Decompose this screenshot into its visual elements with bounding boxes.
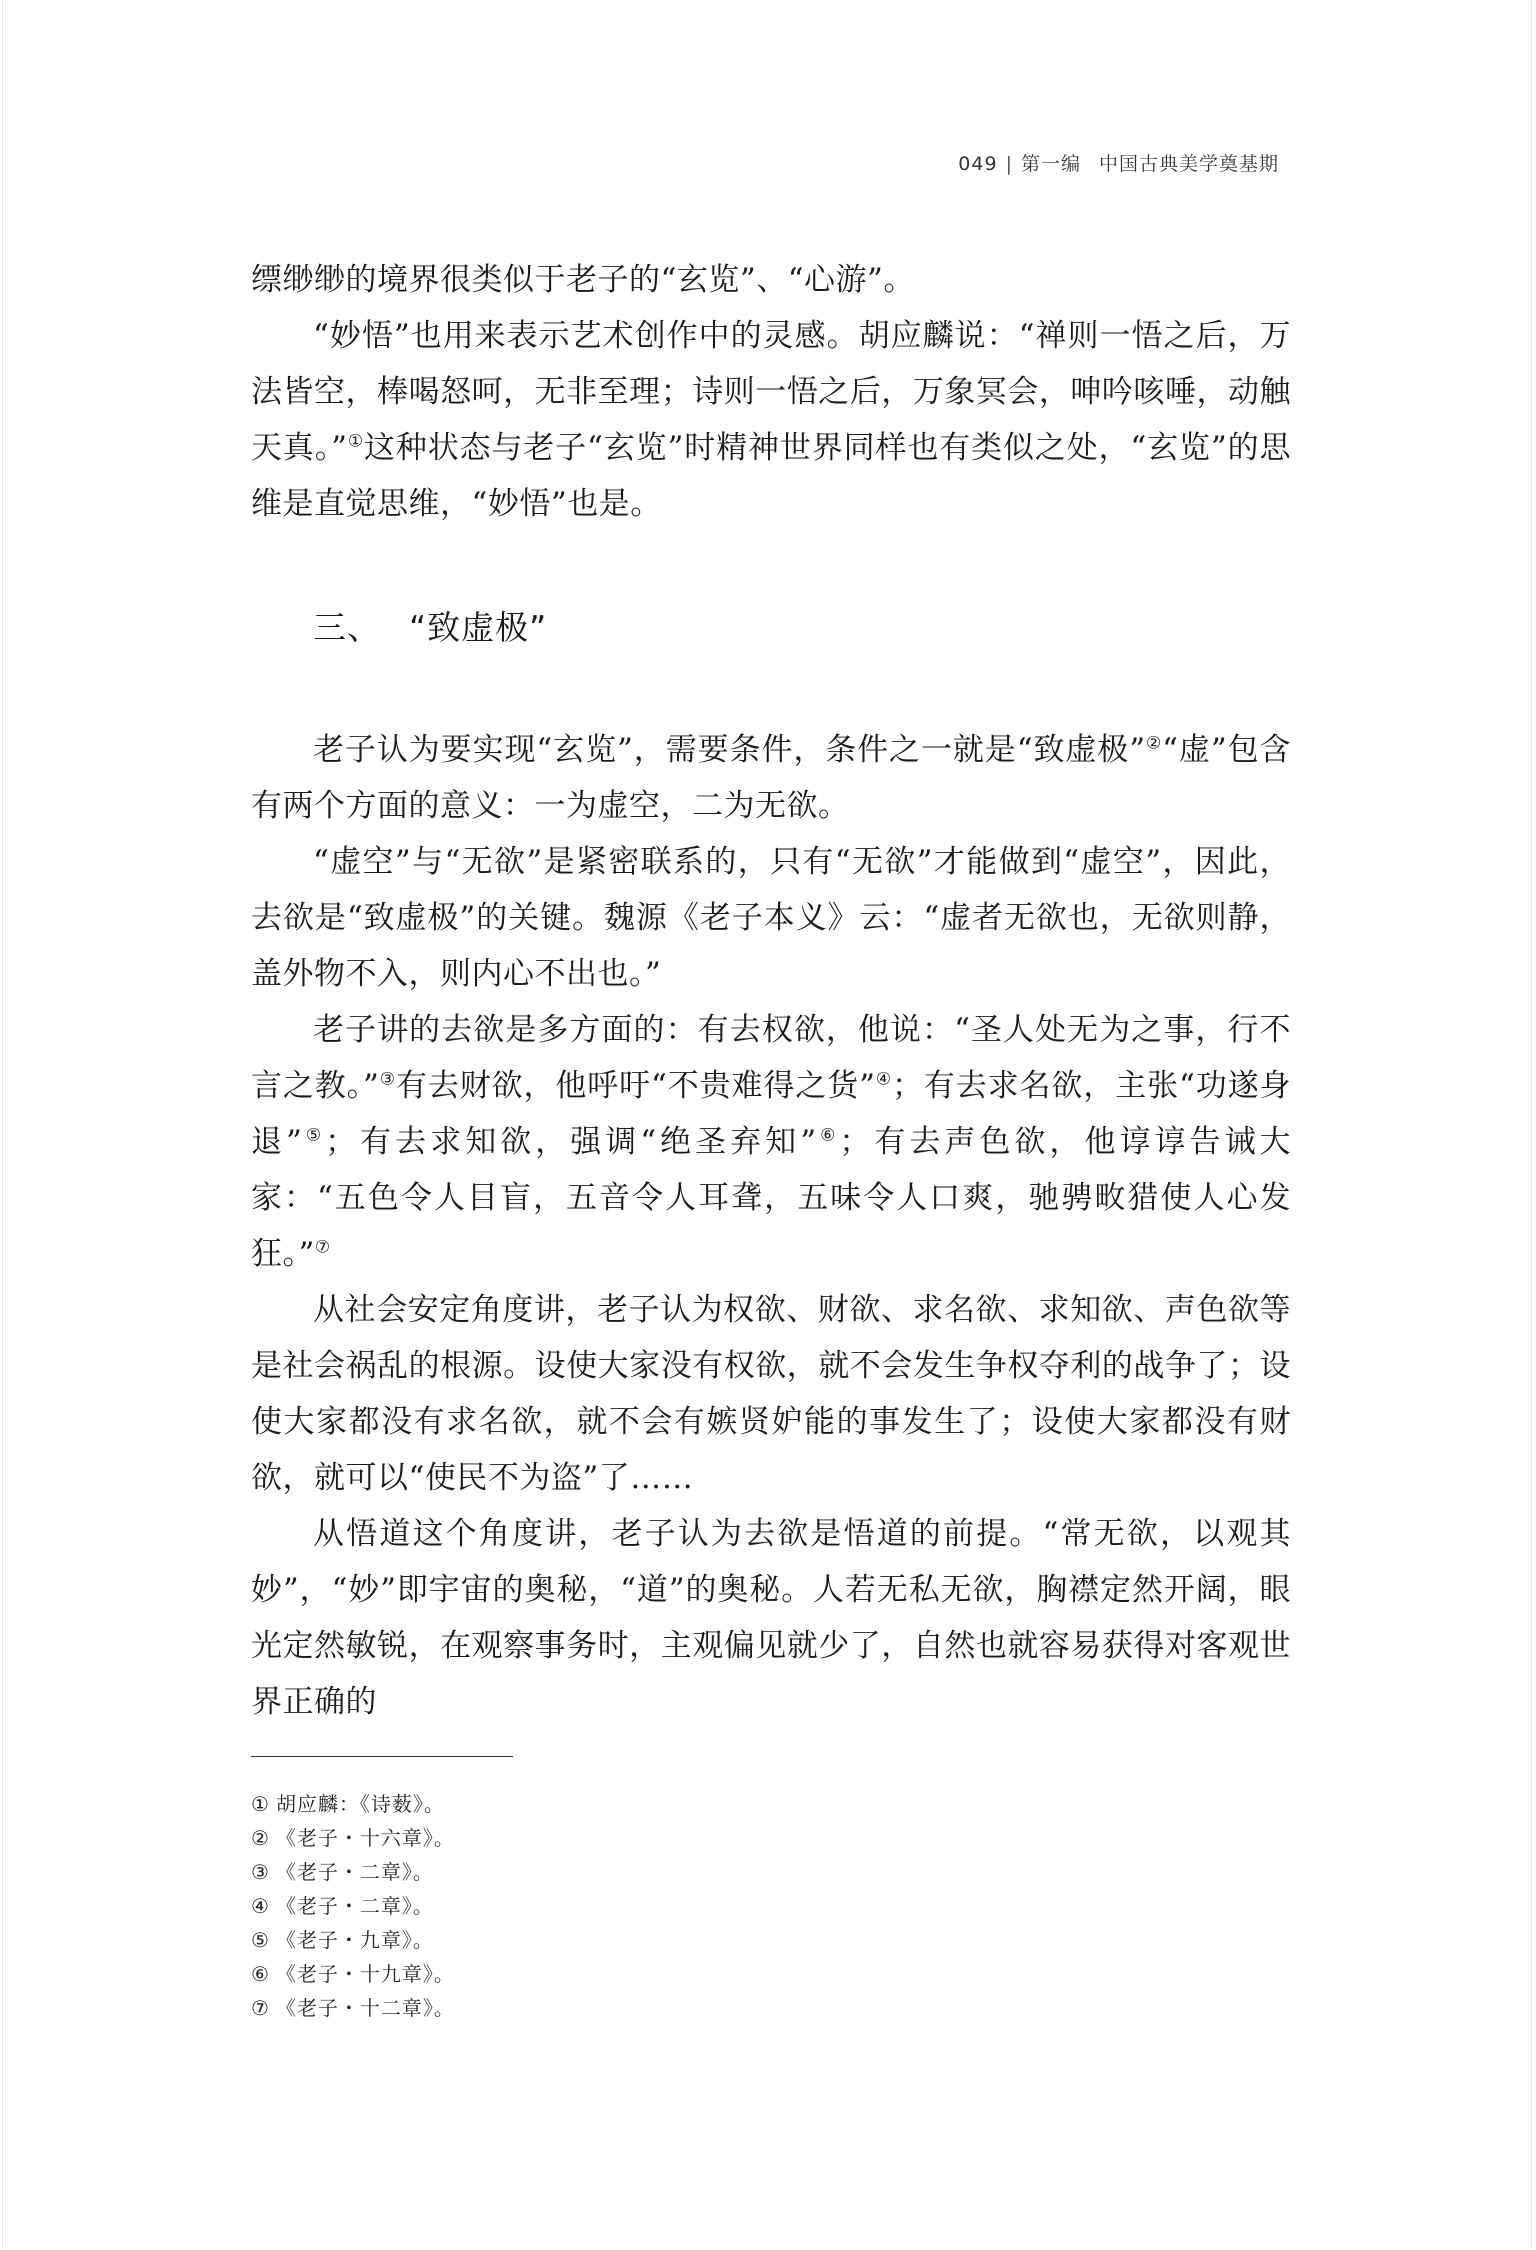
footnote-divider (251, 1756, 513, 1757)
paragraph (251, 1506, 1291, 1730)
footnote-ref: ③ (379, 1069, 396, 1090)
footnote-ref: ⑥ (816, 1125, 840, 1146)
footnote-ref: ① (347, 431, 364, 452)
paragraph-text: 缥缈缈的境界很类似于老子的“玄览”、“心游”。 (251, 262, 915, 298)
section-number: 三、 (313, 608, 381, 647)
footnote-ref: ④ (875, 1069, 892, 1090)
paragraph (251, 722, 1291, 834)
paragraph-text: 从悟道这个角度讲，老子认为去欲是悟道的前提。“常无欲，以观其妙”，“妙”即宇宙的奥秘，“道”的奥秘。人若无私无欲，胸襟定然开阔，眼光定然敏锐，在观察事务时，主观偏见就少了，自然也就容易获得对客观世界正确的 (251, 1516, 1291, 1720)
running-header (958, 149, 1279, 176)
footnote-ref: ⑦ (314, 1237, 331, 1258)
paragraphs-before-heading (251, 252, 1291, 532)
footnote-mark: ① (251, 1792, 270, 1816)
paragraphs-after-heading (251, 722, 1291, 1730)
footnote-text: 《老子・十九章》。 (275, 1962, 455, 1986)
footnote-item (251, 1923, 455, 1957)
section-title: “致虚极” (409, 608, 548, 647)
paragraph (251, 308, 1291, 532)
footnote-item (251, 1787, 455, 1821)
footnote-item (251, 1889, 455, 1923)
paragraph (251, 252, 1291, 308)
paragraph-text: 有去财欲，他呼吁“不贵难得之货” (395, 1068, 876, 1104)
footnote-item (251, 1991, 455, 2025)
footnote-mark: ⑤ (251, 1928, 270, 1952)
footnote-text: 胡应麟：《诗薮》。 (275, 1792, 445, 1816)
header-separator: | (1005, 153, 1013, 175)
paragraph-text: “妙悟”也用来表示艺术创作中的灵感。胡应麟说：“禅则一悟之后，万法皆空，棒喝怒呵，无非至理；诗则一悟之后，万象冥会，呻吟咳唾，动触天真。” (251, 318, 1291, 466)
paragraph (251, 1282, 1291, 1506)
footnote-ref: ⑤ (302, 1125, 326, 1146)
paragraph-text: “虚”包含有两个方面的意义：一为虚空，二为无欲。 (251, 732, 1292, 824)
footnotes (251, 1787, 455, 2025)
paragraph-text: “虚空”与“无欲”是紧密联系的，只有“无欲”才能做到“虚空”，因此，去欲是“致虚极”的关键。魏源《老子本义》云：“虚者无欲也，无欲则静，盖外物不入，则内心不出也。” (251, 844, 1291, 992)
footnote-mark: ④ (251, 1894, 270, 1918)
paragraph-text: ；有去求名欲，主张“功遂身退” (251, 1068, 1291, 1160)
footnote-ref: ② (1145, 733, 1163, 754)
page (2, 0, 1532, 2248)
paragraph-text: ；有去声色欲，他谆谆告诫大家：“五色令人目盲，五音令人耳聋，五味令人口爽，驰骋畋猎使人心发狂。” (251, 1124, 1292, 1272)
footnote-mark: ⑦ (251, 1996, 270, 2020)
paragraph-text: 老子讲的去欲是多方面的：有去权欲，他说：“圣人处无为之事，行不言之教。” (251, 1012, 1291, 1104)
footnote-text: 《老子・二章》。 (275, 1860, 434, 1884)
footnote-mark: ② (251, 1826, 270, 1850)
footnote-mark: ③ (251, 1860, 270, 1884)
book-section-title: 中国古典美学奠基期 (1098, 153, 1279, 175)
paragraph-text: ；有去求知欲，强调“绝圣弃知” (325, 1124, 817, 1160)
paragraph-text: 这种状态与老子“玄览”时精神世界同样也有类似之处，“玄览”的思维是直觉思维，“妙悟”也是。 (251, 430, 1291, 522)
footnote-text: 《老子・十二章》。 (275, 1996, 455, 2020)
paragraph-text: 从社会安定角度讲，老子认为权欲、财欲、求名欲、求知欲、声色欲等是社会祸乱的根源。设使大家没有权欲，就不会发生争权夺利的战争了；设使大家都没有求名欲，就不会有嫉贤妒能的事发生了；设使大家都没有财欲，就可以“使民不为盗”了…… (251, 1292, 1291, 1496)
footnote-text: 《老子・十六章》。 (275, 1826, 455, 1850)
paragraph (251, 834, 1291, 1002)
part-label: 第一编 (1020, 153, 1081, 175)
footnote-item (251, 1821, 455, 1855)
footnote-mark: ⑥ (251, 1962, 270, 1986)
footnote-text: 《老子・二章》。 (275, 1894, 434, 1918)
paragraph-text: 老子认为要实现“玄览”，需要条件，条件之一就是“致虚极” (313, 732, 1146, 768)
paragraph (251, 1002, 1291, 1282)
body-text (251, 252, 1291, 1730)
section-heading (313, 600, 1291, 656)
page-number: 049 (958, 153, 998, 175)
footnote-text: 《老子・九章》。 (275, 1928, 434, 1952)
footnote-item (251, 1957, 455, 1991)
footnote-item (251, 1855, 455, 1889)
